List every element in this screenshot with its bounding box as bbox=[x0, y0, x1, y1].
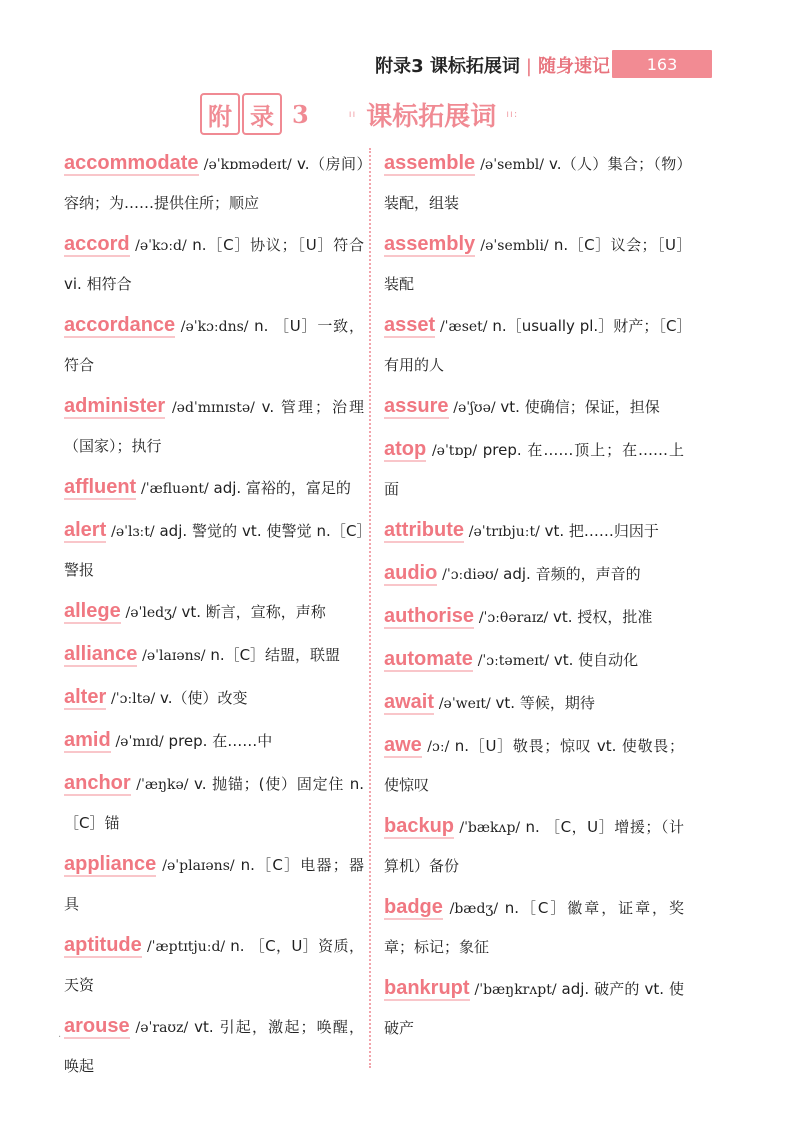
definition: v.（房间）容纳；为……提供住所；顺应 bbox=[64, 155, 364, 212]
headword: automate bbox=[384, 648, 473, 670]
phonetic: /ˈæŋkə/ bbox=[136, 777, 189, 793]
headword: atop bbox=[384, 438, 427, 460]
phonetic: /əˈplaɪəns/ bbox=[162, 858, 235, 874]
definition: n.［usually pl.］财产；［C］有用的人 bbox=[384, 317, 684, 374]
headword: authorise bbox=[384, 605, 475, 627]
definition: n.［C］电器；器具 bbox=[64, 856, 365, 913]
definition: adj. 富裕的，富足的 bbox=[213, 479, 351, 497]
vocab-entry bbox=[384, 144, 684, 222]
definition: vt. 把……归因于 bbox=[544, 522, 659, 540]
phonetic: /əˈʃʊə/ bbox=[453, 400, 496, 416]
headword: badge bbox=[384, 896, 443, 918]
vocab-entry bbox=[64, 635, 364, 675]
definition: v. 管理；治理（国家）；执行 bbox=[64, 398, 364, 455]
phonetic: /ˈæptɪtjuːd/ bbox=[146, 939, 226, 955]
definition: v.（使）改变 bbox=[160, 689, 248, 707]
headword: affluent bbox=[64, 476, 137, 498]
phonetic: /əˈmɪd/ bbox=[115, 734, 164, 750]
headword: bankrupt bbox=[384, 977, 470, 999]
phonetic: /əˈledʒ/ bbox=[125, 605, 177, 621]
phonetic: /ˈɔːtəmeɪt/ bbox=[477, 653, 550, 669]
vocab-entry bbox=[64, 144, 364, 222]
vocab-entry bbox=[64, 678, 364, 718]
running-header bbox=[0, 48, 800, 82]
definition: n.［C］议会；［U］装配 bbox=[384, 236, 684, 293]
headword: backup bbox=[384, 815, 455, 837]
vocab-entry bbox=[64, 592, 364, 632]
headword: alter bbox=[64, 686, 107, 708]
vocab-entry bbox=[64, 306, 364, 384]
definition: v. 抛锚；(使）固定住 n.［C］锚 bbox=[64, 775, 364, 832]
headword: aptitude bbox=[64, 934, 142, 956]
definition: prep. 在……中 bbox=[168, 732, 273, 750]
headword: accordance bbox=[64, 314, 176, 336]
headword: audio bbox=[384, 562, 438, 584]
vocab-entry bbox=[64, 764, 364, 842]
headword: assemble bbox=[384, 152, 476, 174]
phonetic: /ˈbækʌp/ bbox=[459, 820, 521, 836]
vocab-entry bbox=[64, 468, 364, 508]
right-column bbox=[384, 144, 684, 1050]
headword: asset bbox=[384, 314, 436, 336]
vocab-entry bbox=[384, 597, 684, 637]
vocab-entry bbox=[384, 807, 684, 885]
definition: adj. 警觉的 vt. 使警觉 n.［C］警报 bbox=[64, 522, 364, 579]
definition: n.［C］结盟，联盟 bbox=[210, 646, 341, 664]
definition: adj. 破产的 vt. 使破产 bbox=[384, 980, 684, 1037]
vocab-entry bbox=[384, 888, 684, 966]
headword: allege bbox=[64, 600, 121, 622]
vocab-entry bbox=[64, 225, 364, 303]
title-char-box: 附 bbox=[200, 93, 240, 135]
vocab-entry bbox=[384, 306, 684, 384]
column-divider bbox=[369, 148, 371, 1068]
headword: awe bbox=[384, 734, 422, 756]
vocab-entry bbox=[384, 726, 684, 804]
definition: n.［C］徽章，证章，奖章；标记；象征 bbox=[384, 899, 684, 956]
appendix-title bbox=[200, 92, 620, 136]
definition: prep. 在……顶上；在……上面 bbox=[384, 441, 684, 498]
phonetic: /ˈbæŋkrʌpt/ bbox=[474, 982, 557, 998]
vocab-entry bbox=[384, 554, 684, 594]
definition: vt. 使自动化 bbox=[553, 651, 639, 669]
header-text bbox=[375, 52, 610, 78]
vocab-entry bbox=[384, 225, 684, 303]
phonetic: /ˈɔːdiəʊ/ bbox=[442, 567, 499, 583]
headword: attribute bbox=[384, 519, 464, 541]
header-subtitle: 随身速记 bbox=[538, 56, 610, 77]
headword: await bbox=[384, 691, 435, 713]
title-decoration-right: ıı: bbox=[506, 108, 519, 120]
header-separator: | bbox=[525, 56, 532, 77]
phonetic: /ɔː/ bbox=[427, 739, 450, 755]
headword: assembly bbox=[384, 233, 476, 255]
phonetic: /ˈɔːltə/ bbox=[111, 691, 156, 707]
vocab-entry bbox=[384, 969, 684, 1047]
phonetic: /əˈtɒp/ bbox=[431, 443, 478, 459]
left-column bbox=[64, 144, 364, 1088]
phonetic: /əˈkɒmədeɪt/ bbox=[203, 157, 292, 173]
scan-mark: · bbox=[58, 1032, 62, 1043]
headword: anchor bbox=[64, 772, 131, 794]
phonetic: /əˈkɔːdns/ bbox=[180, 319, 249, 335]
phonetic: /əˈweɪt/ bbox=[438, 696, 491, 712]
headword: alert bbox=[64, 519, 107, 541]
phonetic: /ˈæfluənt/ bbox=[141, 481, 209, 497]
phonetic: /əˈlɜːt/ bbox=[111, 524, 155, 540]
vocab-entry bbox=[384, 511, 684, 551]
phonetic: /əˈraʊz/ bbox=[135, 1020, 189, 1036]
vocab-entry bbox=[64, 721, 364, 761]
definition: n. ［C，U］增援；（计算机）备份 bbox=[384, 818, 684, 875]
headword: administer bbox=[64, 395, 166, 417]
definition: vt. 授权，批准 bbox=[553, 608, 653, 626]
vocab-entry bbox=[64, 845, 364, 923]
vocab-entry bbox=[64, 511, 364, 589]
vocab-entry bbox=[384, 683, 684, 723]
definition: adj. 音频的，声音的 bbox=[503, 565, 641, 583]
phonetic: /əˈsembl/ bbox=[480, 157, 544, 173]
definition: n. ［C，U］资质，天资 bbox=[64, 937, 364, 994]
title-name: 课标拓展词 bbox=[366, 101, 497, 132]
headword: accord bbox=[64, 233, 130, 255]
phonetic: /əˈtrɪbjuːt/ bbox=[468, 524, 540, 540]
header-section: 附录3 课标拓展词 bbox=[375, 56, 520, 77]
definition: v.（人）集合；（物）装配，组装 bbox=[384, 155, 684, 212]
title-char-box: 录 bbox=[242, 93, 282, 135]
vocab-entry bbox=[384, 430, 684, 508]
phonetic: /əˈlaɪəns/ bbox=[142, 648, 206, 664]
vocab-entry bbox=[64, 1007, 364, 1085]
definition: vt. 等候，期待 bbox=[495, 694, 595, 712]
definition: vt. 引起，激起；唤醒，唤起 bbox=[64, 1018, 365, 1075]
vocab-entry bbox=[384, 640, 684, 680]
headword: accommodate bbox=[64, 152, 199, 174]
definition: n.［U］敬畏；惊叹 vt. 使敬畏；使惊叹 bbox=[384, 737, 684, 794]
definition: vt. 断言，宣称，声称 bbox=[181, 603, 326, 621]
definition: vt. 使确信；保证，担保 bbox=[500, 398, 660, 416]
headword: alliance bbox=[64, 643, 138, 665]
vocab-entry bbox=[384, 387, 684, 427]
title-decoration-left: ıı bbox=[348, 108, 357, 120]
page-number-badge: 163 bbox=[612, 50, 712, 78]
vocab-entry bbox=[64, 926, 364, 1004]
phonetic: /əˈkɔːd/ bbox=[135, 238, 187, 254]
phonetic: /əˈsembli/ bbox=[480, 238, 549, 254]
headword: assure bbox=[384, 395, 449, 417]
vocab-entry bbox=[64, 387, 364, 465]
phonetic: /ˈæset/ bbox=[439, 319, 488, 335]
phonetic: /bædʒ/ bbox=[449, 901, 499, 917]
definition: n.［C］协议；［U］符合 vi. 相符合 bbox=[64, 236, 364, 293]
definition: n. ［U］一致，符合 bbox=[64, 317, 364, 374]
phonetic: /ədˈmɪnɪstə/ bbox=[171, 400, 255, 416]
headword: amid bbox=[64, 729, 111, 751]
headword: arouse bbox=[64, 1015, 130, 1037]
title-number: 3 bbox=[292, 99, 309, 129]
phonetic: /ˈɔːθəraɪz/ bbox=[478, 610, 549, 626]
headword: appliance bbox=[64, 853, 157, 875]
